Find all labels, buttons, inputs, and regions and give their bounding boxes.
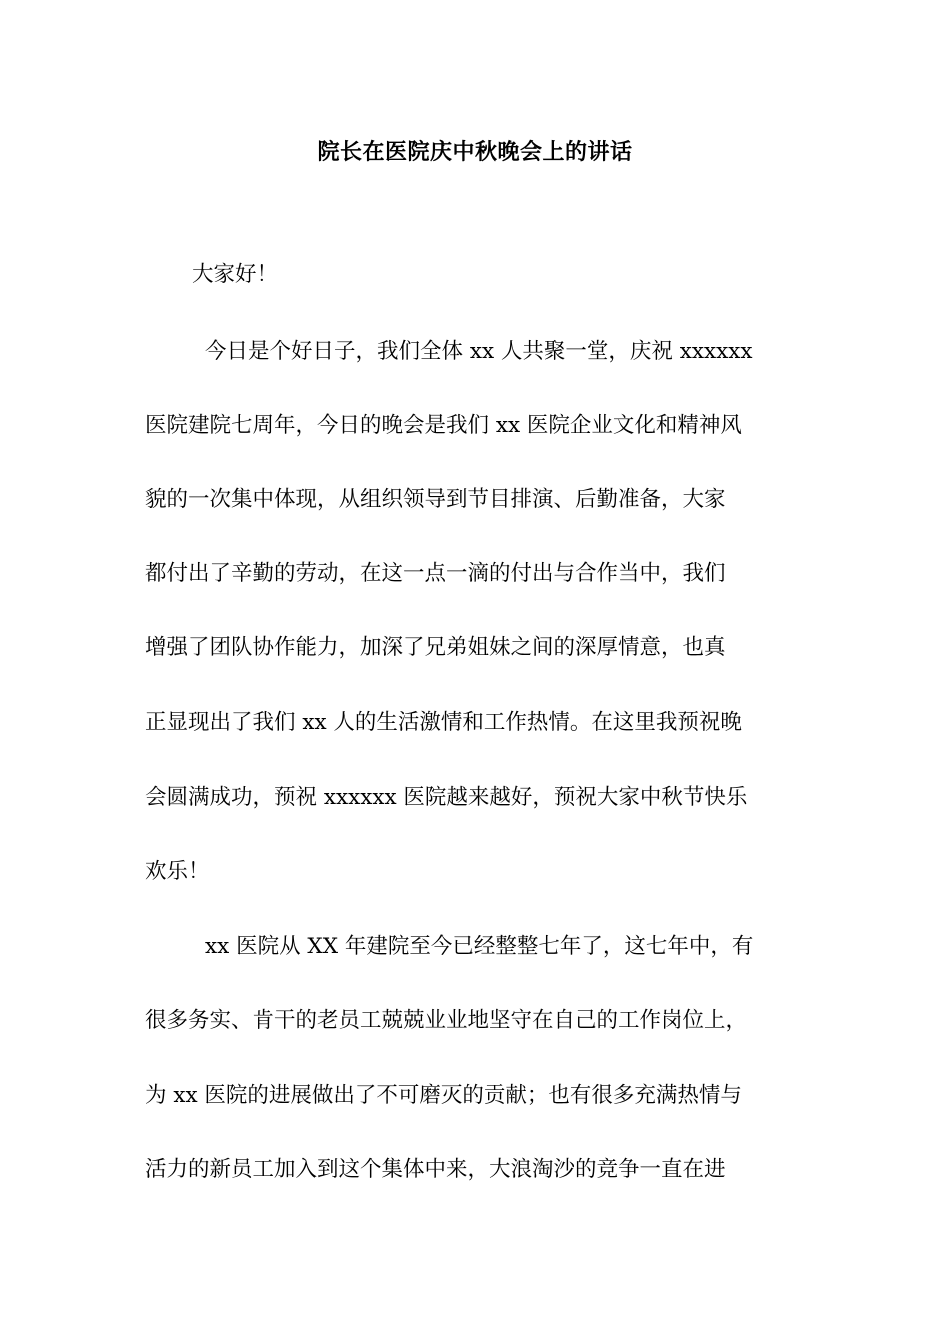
body-line: 都付出了辛勤的劳动，在这一点一滴的付出与合作当中，我们 [145, 561, 726, 586]
body-line: 今日是个好日子，我们全体 xx 人共聚一堂，庆祝 xxxxxx [205, 339, 753, 364]
body-line: 医院建院七周年，今日的晚会是我们 xx 医院企业文化和精神风 [145, 413, 742, 438]
greeting-line: 大家好！ [192, 262, 279, 287]
body-line: 很多务实、肯干的老员工兢兢业业地坚守在自己的工作岗位上， [145, 1008, 748, 1033]
document-title: 院长在医院庆中秋晚会上的讲话 [317, 139, 633, 165]
body-line: 增强了团队协作能力，加深了兄弟姐妹之间的深厚情意，也真 [145, 635, 726, 660]
body-line: 为 xx 医院的进展做出了不可磨灭的贡献；也有很多充满热情与 [145, 1083, 742, 1108]
body-line: 欢乐！ [145, 859, 210, 884]
body-line: xx 医院从 XX 年建院至今已经整整七年了，这七年中，有 [205, 934, 754, 959]
body-line: 貌的一次集中体现，从组织领导到节目排演、后勤准备，大家 [145, 487, 726, 512]
body-line: 活力的新员工加入到这个集体中来，大浪淘沙的竞争一直在进 [145, 1157, 726, 1182]
body-line: 会圆满成功，预祝 xxxxxx 医院越来越好，预祝大家中秋节快乐 [145, 785, 748, 810]
body-line: 正显现出了我们 xx 人的生活激情和工作热情。在这里我预祝晚 [145, 710, 742, 735]
